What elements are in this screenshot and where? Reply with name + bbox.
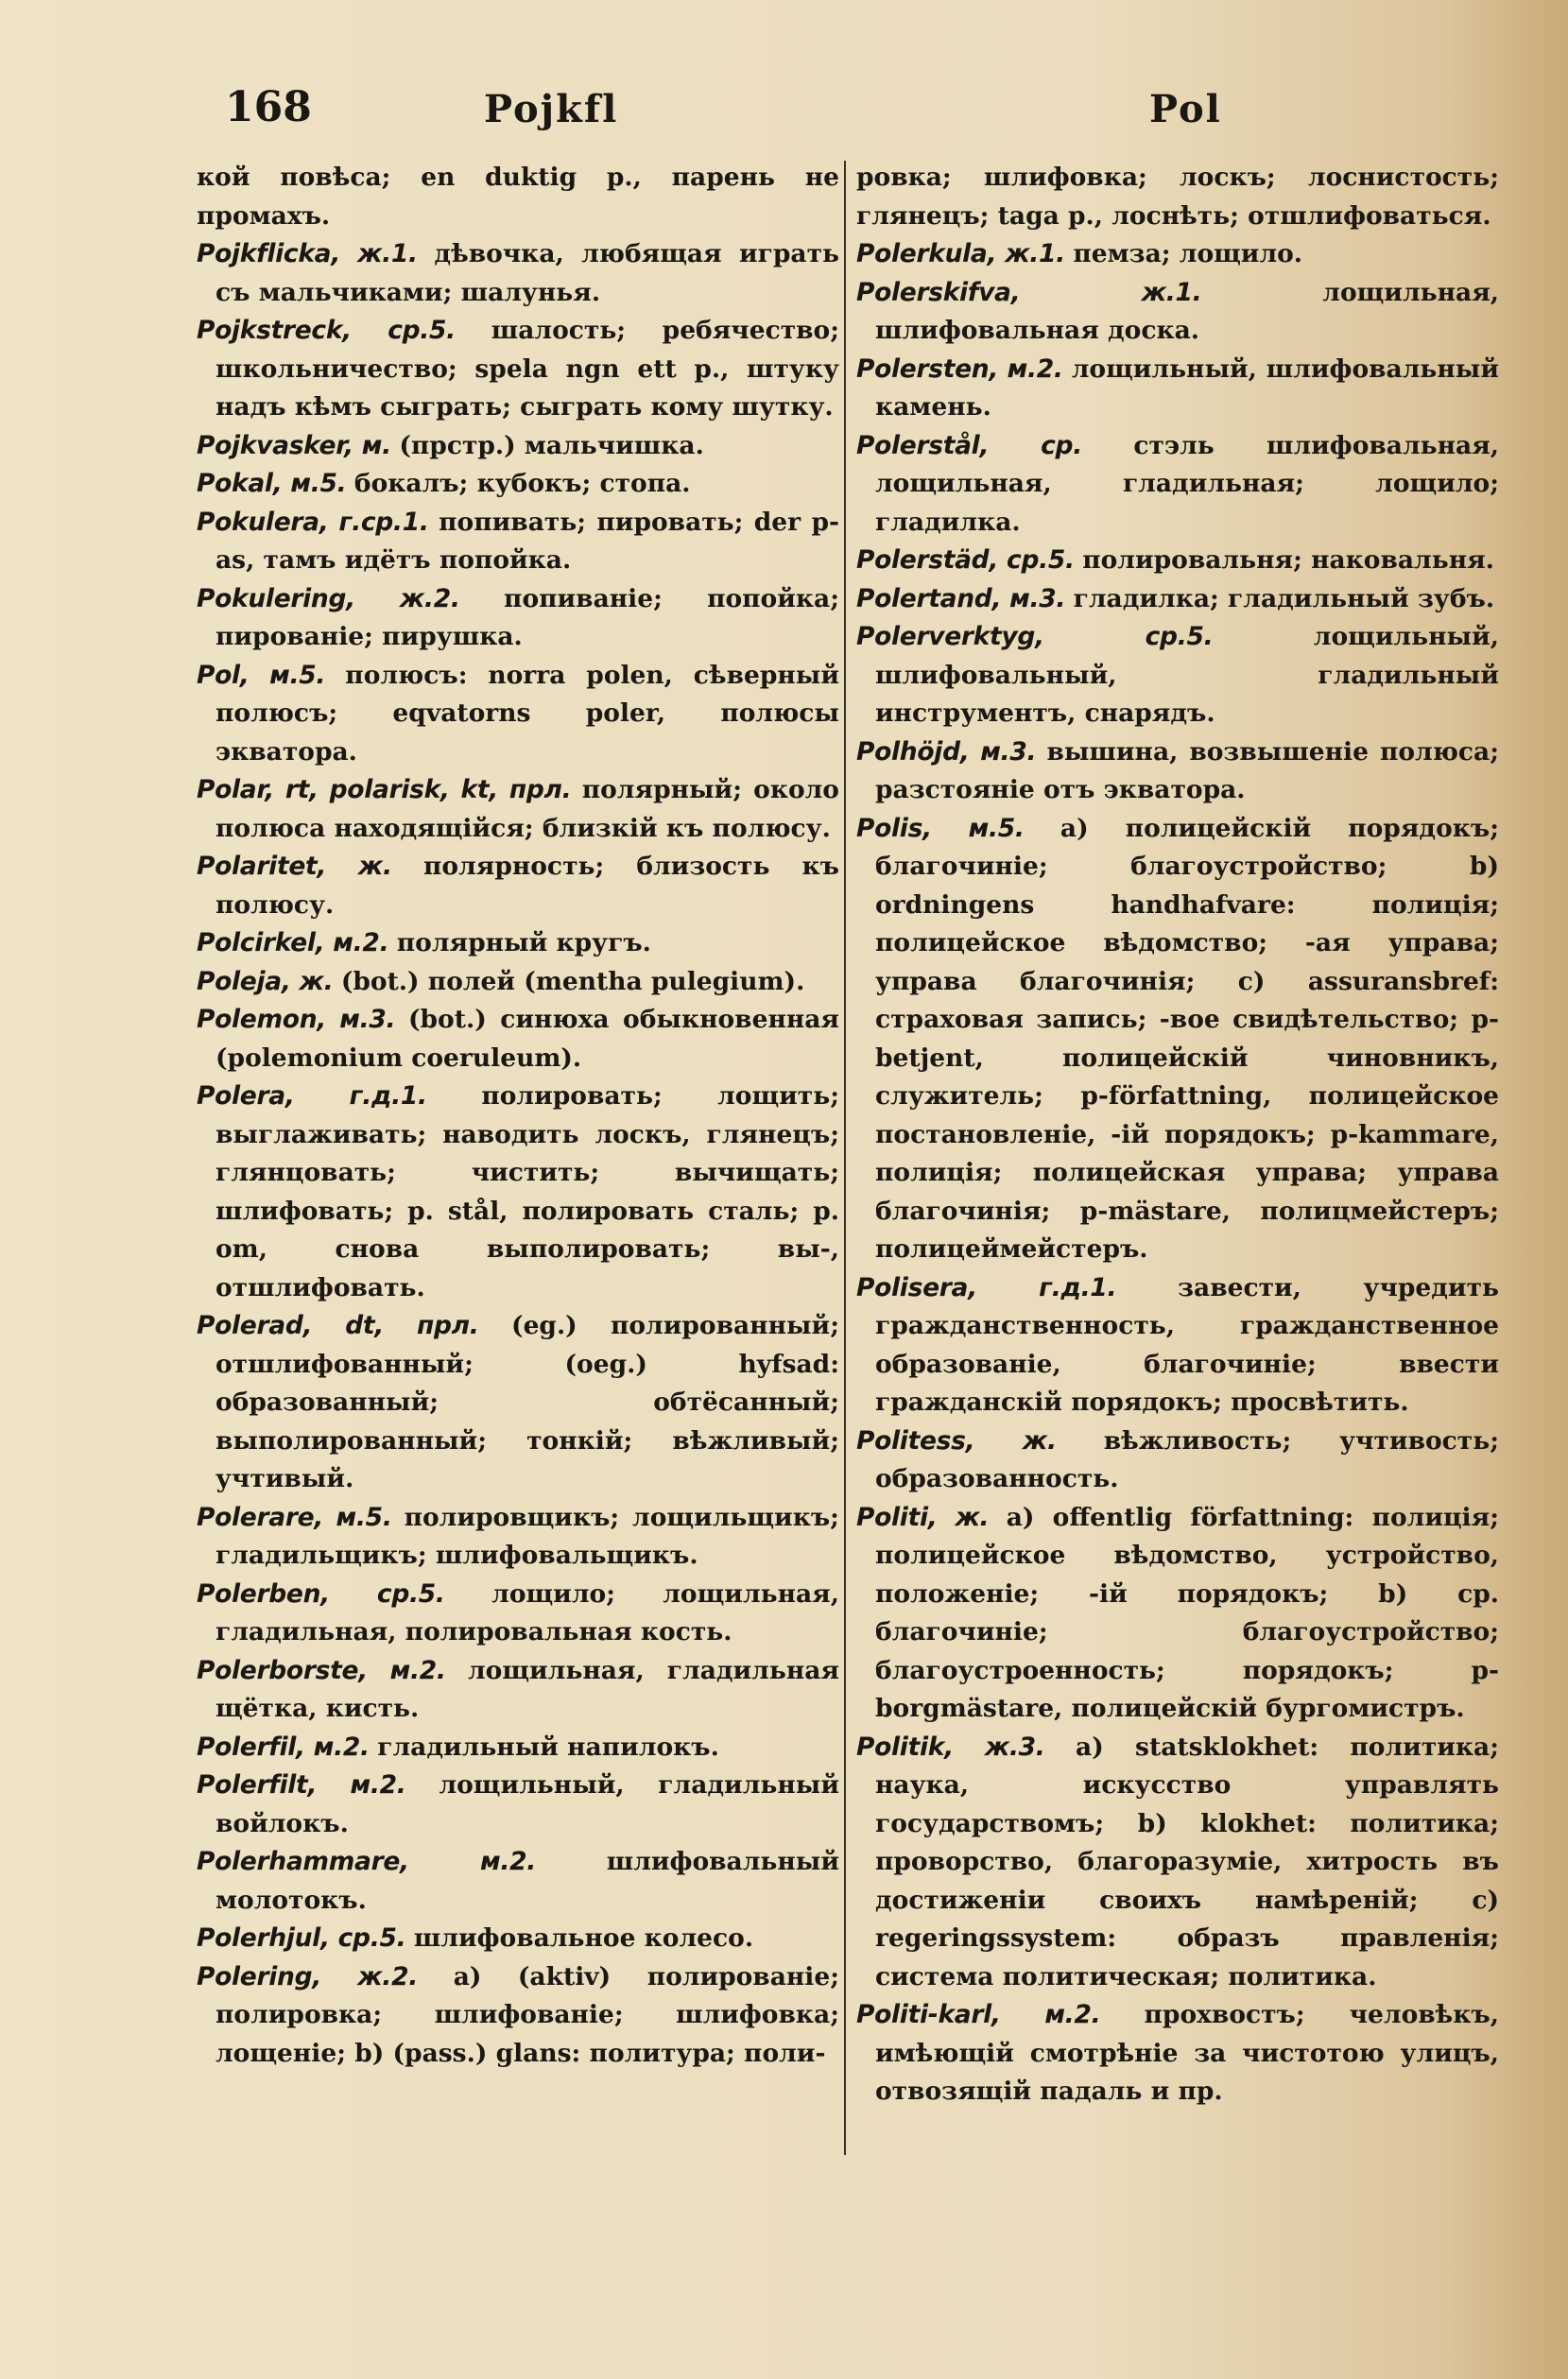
right-column xyxy=(856,159,1499,2112)
entry-definition: дѣвочка, любящая играть съ мальчиками; шалунья. xyxy=(215,239,839,307)
entry-definition: a) statsklokhet: политика; наука, искусство управлять государствомъ; b) klokhet: политика; проворство, благоразуміе, хитрость въ достиженіи своихъ намѣреній; c) regeringssystem: образъ правленія; система политическая; политика. xyxy=(875,1732,1499,1991)
entry-headword: Polerstäd, ср.5. xyxy=(856,545,1075,575)
entry-headword: Pokulera, г.ср.1. xyxy=(197,507,429,537)
entry-headword: Polisera, г.д.1. xyxy=(856,1272,1117,1302)
entry-definition: a) полицейскій порядокъ; благочиніе; благоустройство; b) ordningens handhafvare: полиція; полицейское вѣдомство; -ая управа; управа благочинія; c) assuransbref: страховая запись; -вое свидѣтельство; p-betjent, полицейскій чиновникъ, служитель; p-författning, полицейское постановленіе, -ій порядокъ; p-kammare, полиція; полицейская управа; управа благочинія; p-mästare, полицмейстеръ; полицеймейстеръ. xyxy=(875,813,1499,1264)
dictionary-entry xyxy=(197,1652,839,1729)
entry-headword: Polerborste, м.2. xyxy=(197,1655,446,1685)
entry-headword: Polerfil, м.2. xyxy=(197,1732,370,1762)
dictionary-entry xyxy=(856,1422,1499,1499)
dictionary-entry xyxy=(197,657,839,772)
entry-headword: Polemon, м.3. xyxy=(197,1005,396,1034)
entry-headword: Politik, ж.3. xyxy=(856,1732,1045,1762)
dictionary-entry xyxy=(856,427,1499,543)
dictionary-entry xyxy=(856,580,1499,619)
entry-headword: Polerben, ср.5. xyxy=(197,1578,445,1609)
dictionary-entry xyxy=(197,1843,839,1920)
dictionary-entry xyxy=(197,504,839,580)
entry-definition: a) offentlig författning: полиція; полицейское вѣдомство, устройство, положеніе; -ій порядокъ; b) ср. благочиніе; благоустройство; благоустроенность; порядокъ; p-borgmästare, полицейскій бургомистръ. xyxy=(875,1502,1499,1723)
dictionary-entry xyxy=(197,235,839,312)
entry-definition: гладилка; гладильный зубъ. xyxy=(1073,583,1495,613)
entry-headword: Polerskifva, ж.1. xyxy=(856,277,1202,307)
entry-definition: a) (aktiv) полированіе; полировка; шлифованіе; шлифовка; лощеніе; b) (pass.) glans: политура; поли- xyxy=(215,1961,839,2068)
dictionary-entry xyxy=(197,1077,839,1307)
entry-headword: Pokulering, ж.2. xyxy=(197,583,460,613)
dictionary-entry xyxy=(197,312,839,427)
left-column xyxy=(197,159,839,2073)
entry-headword: Polera, г.д.1. xyxy=(197,1081,427,1111)
entry-definition: пемза; лощило. xyxy=(1073,239,1303,268)
dictionary-entry xyxy=(197,1767,839,1843)
entry-definition: лощило; лощильная, гладильная, полировальная кость. xyxy=(215,1578,839,1646)
entry-definition: кой повѣса; en duktig p., парень не промахъ. xyxy=(197,163,839,231)
entry-headword: Poleja, ж. xyxy=(197,966,334,996)
entry-definition: полюсъ: norra polen, сѣверный полюсъ; eqvatorns poler, полюсы экватора. xyxy=(215,660,839,767)
dictionary-entry xyxy=(197,1920,839,1958)
entry-definition: полярный кругъ. xyxy=(396,928,651,957)
dictionary-entry xyxy=(856,733,1499,810)
dictionary-entry xyxy=(856,351,1499,427)
entry-headword: Polertand, м.3. xyxy=(856,583,1066,613)
entry-definition: бокалъ; кубокъ; стопа. xyxy=(353,469,691,498)
dictionary-entry xyxy=(856,1996,1499,2112)
column-divider xyxy=(844,161,846,2155)
dictionary-entry xyxy=(856,810,1499,1269)
entry-definition: ровка; шлифовка; лоскъ; лоснистость; глянецъ; taga p., лоснѣть; отшлифоваться. xyxy=(856,163,1499,231)
dictionary-entry xyxy=(197,1001,839,1077)
entry-definition: полировать; лощить; выглаживать; наводить лоскъ, глянецъ; глянцовать; чистить; вычищать; шлифовать; p. stål, полировать сталь; p. om, снова выполировать; вы-, отшлифовать. xyxy=(215,1081,839,1302)
entry-definition: шлифовальное колесо. xyxy=(413,1923,754,1953)
entry-headword: Polerstål, ср. xyxy=(856,430,1082,460)
dictionary-entry xyxy=(856,159,1499,235)
dictionary-entry xyxy=(856,1729,1499,1997)
dictionary-entry xyxy=(197,1307,839,1499)
dictionary-entry xyxy=(856,274,1499,351)
entry-headword: Polerfilt, м.2. xyxy=(197,1770,406,1800)
entry-definition: гладильный напилокъ. xyxy=(377,1732,719,1762)
entry-definition: вѣжливость; учтивость; образованность. xyxy=(875,1425,1499,1493)
dictionary-entry xyxy=(197,848,839,924)
entry-definition: полировальня; наковальня. xyxy=(1082,545,1494,575)
running-head-left: Pojkfl xyxy=(484,87,619,131)
entry-headword: Pojkvasker, м. xyxy=(197,430,391,460)
entry-definition: попиваніе; попойка; пированіе; пирушка. xyxy=(215,583,839,651)
dictionary-entry xyxy=(197,465,839,504)
running-head-right: Pol xyxy=(1149,87,1222,131)
entry-definition: полярность; близость къ полюсу. xyxy=(215,852,839,920)
entry-definition: завести, учредить гражданственность, гражданственное образованіе, благочиніе; ввести гражданскій порядокъ; просвѣтить. xyxy=(875,1272,1499,1417)
dictionary-entry xyxy=(197,1729,839,1767)
dictionary-entry xyxy=(197,771,839,848)
dictionary-entry xyxy=(197,427,839,466)
entry-headword: Polis, м.5. xyxy=(856,813,1025,843)
entry-headword: Polersten, м.2. xyxy=(856,353,1063,384)
entry-definition: (bot.) синюха обыкновенная (polemonium coeruleum). xyxy=(215,1005,839,1073)
dictionary-entry xyxy=(856,542,1499,580)
dictionary-entry xyxy=(856,618,1499,733)
entry-headword: Polhöjd, м.3. xyxy=(856,736,1037,767)
entry-headword: Polering, ж.2. xyxy=(197,1961,418,1991)
entry-headword: Pojkstreck, ср.5. xyxy=(197,316,456,345)
entry-definition: лощильная, шлифовальная доска. xyxy=(875,277,1499,345)
entry-definition: полировщикъ; лощильщикъ; гладильщикъ; шлифовальщикъ. xyxy=(215,1502,839,1570)
entry-headword: Polerhammare, м.2. xyxy=(197,1847,537,1876)
entry-definition: шалость; ребячество; школьничество; spela ngn ett p., штуку надъ кѣмъ сыграть; сыграть кому шутку. xyxy=(215,316,839,422)
dictionary-entry xyxy=(856,1499,1499,1729)
entry-definition: лощильный, шлифовальный камень. xyxy=(875,353,1499,422)
entry-definition: лощильная, гладильная щётка, кисть. xyxy=(215,1655,839,1723)
entry-definition: лощильный, шлифовальный, гладильный инструментъ, снарядъ. xyxy=(875,622,1499,728)
dictionary-entry xyxy=(856,1269,1499,1422)
page-number: 168 xyxy=(225,83,312,131)
dictionary-entry xyxy=(856,235,1499,274)
entry-headword: Pojkflicka, ж.1. xyxy=(197,239,418,268)
entry-headword: Polerkula, ж.1. xyxy=(856,239,1065,268)
dictionary-entry xyxy=(197,580,839,657)
dictionary-entry xyxy=(197,1576,839,1652)
entry-headword: Pokal, м.5. xyxy=(197,469,347,498)
entry-headword: Polerverktyg, ср.5. xyxy=(856,622,1214,651)
entry-headword: Polcirkel, м.2. xyxy=(197,928,389,957)
entry-headword: Pol, м.5. xyxy=(197,660,326,690)
entry-headword: Polaritet, ж. xyxy=(197,852,392,881)
entry-definition: полярный; около полюса находящійся; близкій къ полюсу. xyxy=(215,775,839,843)
entry-definition: попивать; пировать; der p-as, тамъ идётъ попойка. xyxy=(215,507,839,575)
dictionary-entry xyxy=(197,1499,839,1576)
entry-headword: Polerad, dt, прл. xyxy=(197,1311,479,1340)
entry-headword: Polerare, м.5. xyxy=(197,1502,392,1532)
dictionary-entry xyxy=(197,1958,839,2074)
entry-definition: шлифовальный молотокъ. xyxy=(215,1847,839,1915)
page-header xyxy=(0,83,1568,149)
dictionary-entry xyxy=(197,963,839,1002)
entry-headword: Politi-karl, м.2. xyxy=(856,2000,1101,2029)
entry-definition: (eg.) полированный; отшлифованный; (oeg.) hyfsad: образованный; обтёсанный; выполированный; тонкій; вѣжливый; учтивый. xyxy=(215,1311,839,1493)
dictionary-entry xyxy=(197,159,839,235)
entry-headword: Politess, ж. xyxy=(856,1425,1057,1456)
entry-headword: Polar, rt, polarisk, kt, прл. xyxy=(197,775,572,804)
entry-definition: (прстр.) мальчишка. xyxy=(399,430,704,460)
entry-definition: стэль шлифовальная, лощильная, гладильная; лощило; гладилка. xyxy=(875,430,1499,537)
entry-headword: Politi, ж. xyxy=(856,1502,990,1532)
entry-definition: прохвостъ; человѣкъ, имѣющій смотрѣніе за чистотою улицъ, отвозящій падаль и пр. xyxy=(875,2000,1499,2106)
entry-definition: лощильный, гладильный войлокъ. xyxy=(215,1770,839,1838)
entry-headword: Polerhjul, ср.5. xyxy=(197,1923,406,1953)
dictionary-entry xyxy=(197,924,839,963)
entry-definition: (bot.) полей (mentha pulegium). xyxy=(340,966,805,996)
entry-definition: вышина, возвышеніе полюса; разстояніе отъ экватора. xyxy=(875,736,1499,804)
